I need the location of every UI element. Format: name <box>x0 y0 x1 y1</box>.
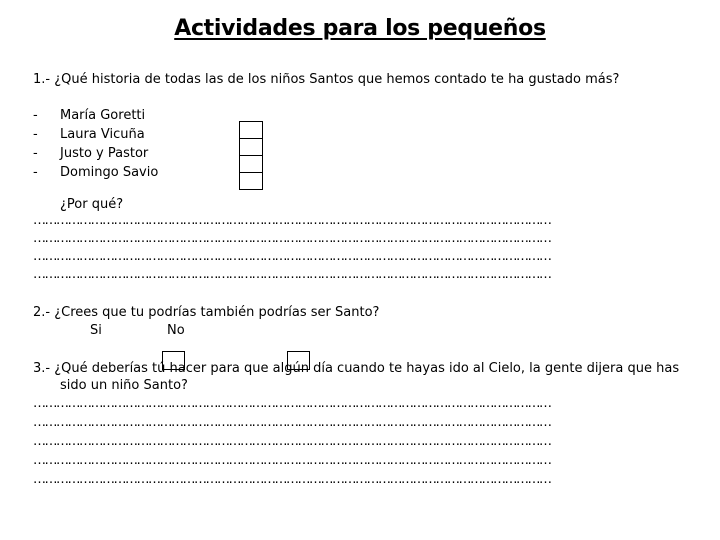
option-maria-goretti: María Goretti <box>60 108 146 123</box>
checkbox-domingo-savio[interactable] <box>239 172 263 190</box>
why-label: ¿Por qué? <box>60 197 124 212</box>
option-justo-y-pastor: Justo y Pastor <box>60 146 149 161</box>
answer-line-5[interactable]: ……………………………………………………………………………………………………………………… <box>33 396 551 411</box>
no-label: No <box>167 323 185 338</box>
checkbox-maria-goretti[interactable] <box>239 121 263 139</box>
yes-label: Si <box>90 323 102 338</box>
bullet-dash: - <box>33 146 38 161</box>
answer-line-8[interactable]: ……………………………………………………………………………………………………………………… <box>33 453 551 468</box>
answer-line-4[interactable]: ……………………………………………………………………………………………………………………… <box>33 267 551 282</box>
answer-line-9[interactable]: ……………………………………………………………………………………………………………………… <box>33 472 551 487</box>
answer-line-6[interactable]: ……………………………………………………………………………………………………………………… <box>33 415 551 430</box>
checkbox-justo-y-pastor[interactable] <box>239 155 263 173</box>
option-laura-vicuna: Laura Vicuña <box>60 127 145 142</box>
question-1-text: 1.- ¿Qué historia de todas las de los niños Santos que hemos contado te ha gustado más? <box>33 72 620 87</box>
answer-line-2[interactable]: ……………………………………………………………………………………………………………………… <box>33 231 551 246</box>
page-title: Actividades para los pequeños <box>174 16 546 41</box>
question-3-text: 3.- ¿Qué deberías tú hacer para que algún día cuando te hayas ido al Cielo, la gente dijera que has <box>33 361 680 376</box>
answer-line-1[interactable]: ……………………………………………………………………………………………………………………… <box>33 213 551 228</box>
bullet-dash: - <box>33 108 38 123</box>
checkbox-laura-vicuna[interactable] <box>239 138 263 156</box>
bullet-dash: - <box>33 127 38 142</box>
bullet-dash: - <box>33 165 38 180</box>
option-domingo-savio: Domingo Savio <box>60 165 159 180</box>
question-2-text: 2.- ¿Crees que tu podrías también podrías ser Santo? <box>33 305 380 320</box>
question-3-text-continued: sido un niño Santo? <box>60 378 188 393</box>
answer-line-3[interactable]: ……………………………………………………………………………………………………………………… <box>33 249 551 264</box>
answer-line-7[interactable]: ……………………………………………………………………………………………………………………… <box>33 434 551 449</box>
